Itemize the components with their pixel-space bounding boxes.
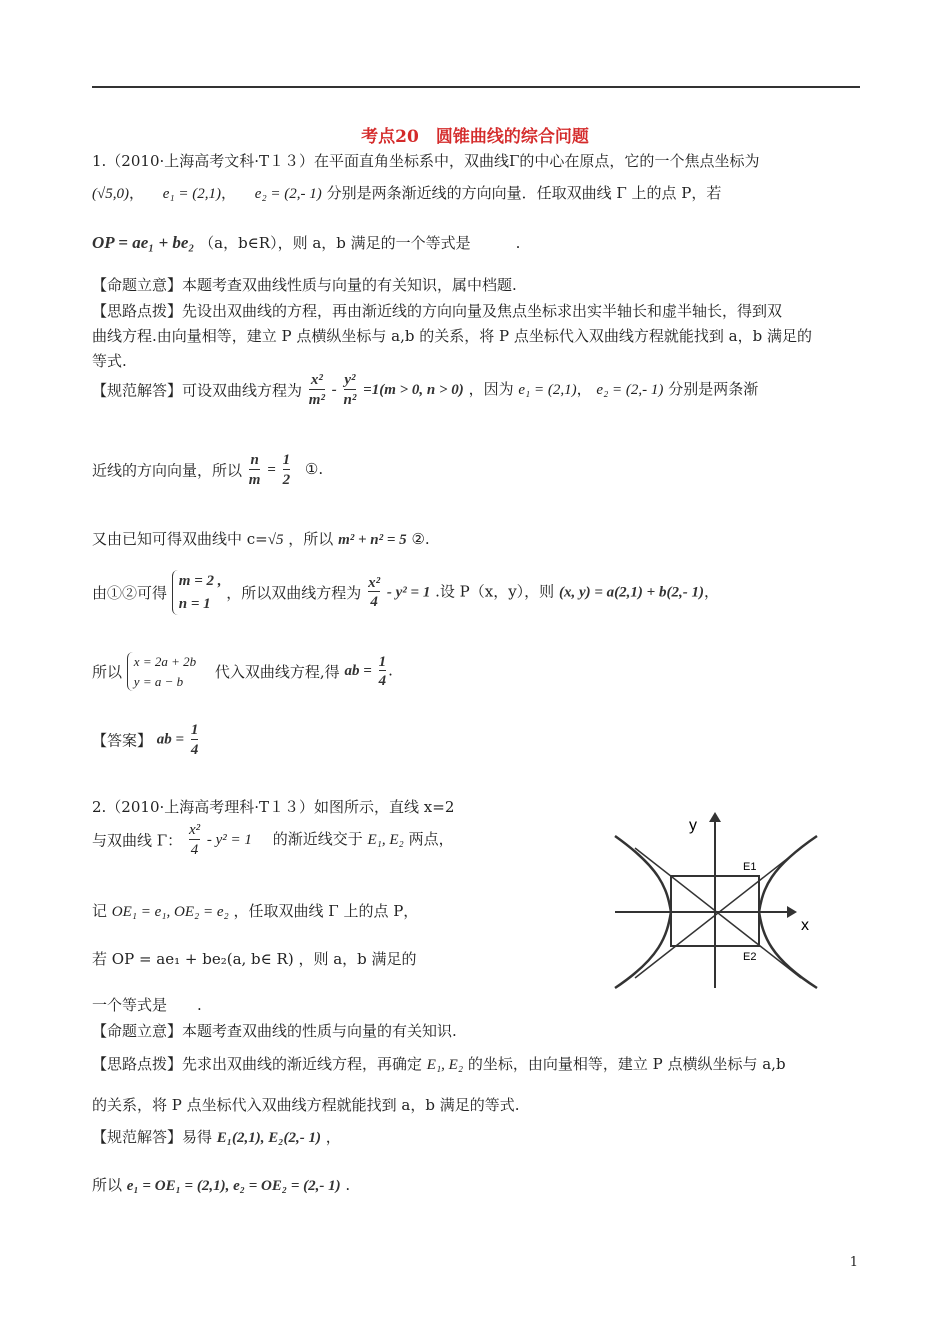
fraction-1-2: $\frac{1}{2}$ [282,452,291,488]
page-number: 1 [849,1255,858,1270]
q1-you: 又由已知可得双曲线中 c=√5 ，所以 m² + n² = 5 ②. [92,530,430,548]
q2-line4: 若 OP = ae₁ + be₂(a, b∈ R) ，则 a，b 满足的 [92,950,417,968]
x-axis-arrow [787,906,797,918]
q1-jieda: 【规范解答】可设双曲线方程为 $\frac{\text{x²}}{\text{m²}}$ - $\frac{\text{y²}}{\text{n²}}$ =1(m > 0, n > 0) ，因为 e₁ = (2,1)， e₂ = (2,- 1) 分别是两条渐 [92,372,759,408]
hyperbola-figure [605,808,827,998]
q2-silu-1: 【思路点拨】先求出双曲线的渐近线方程，再确定 E₁, E₂ 的坐标，由向量相等，建立 P 点横纵坐标与 a,b [92,1055,786,1073]
q2-mingti: 【命题立意】本题考查双曲线的性质与向量的有关知识. [92,1022,457,1040]
fraction-x2-m2: $\frac{\text{x²}}{\text{m²}}$ [308,372,325,408]
q1-line3: OP = ae₁ + be₂ （a，b∈R），则 a，b 满足的一个等式是 . [92,233,521,252]
header-rule [92,86,860,88]
q1-jinxian: 近线的方向向量，所以 $\frac{n}{m}$ = $\frac{1}{2}$ ①. [92,452,324,488]
y-label: y [689,817,697,834]
system-x-y: x = 2a + 2b y = a − b [127,652,196,691]
q1-silu-2: 曲线方程.由向量相等，建立 P 点横纵坐标与 a,b 的关系，将 P 点坐标代入双曲线方程就能找到 a，b 满足的 [92,327,812,345]
fraction-y2-n2: $\frac{\text{y²}}{\text{n²}}$ [343,372,357,408]
q1-silu-1: 【思路点拨】先设出双曲线的方程，再由渐近线的方向向量及焦点坐标求出实半轴长和虚半轴长，得到双 [92,302,783,320]
system-m-n: m = 2 , n = 1 [172,570,222,615]
q1-suoyi: 所以 x = 2a + 2b y = a − b 代入双曲线方程,得 ab = $\frac{1}{4}$ . [92,653,393,689]
q2-suoyi: 所以 e₁ = OE₁ = (2,1), e₂ = OE₂ = (2,- 1) . [92,1176,351,1194]
q1-line2: (√5,0)， e₁ = (2,1)， e₂ = (2,- 1) 分别是两条渐近线的方向向量．任取双曲线 Γ 上的点 P，若 [92,184,722,202]
e2-label: E2 [743,951,757,963]
q2-line3: 记 OE₁ = e₁, OE₂ = e₂ ，任取双曲线 Γ 上的点 P， [92,902,419,920]
page-title: 考点20 圆锥曲线的综合问题 [361,127,589,147]
y-axis-arrow [709,812,721,822]
q1-silu-3: 等式. [92,352,127,370]
q2-line5: 一个等式是 . [92,996,202,1014]
q1-line1: 1.（2010·上海高考文科·T１３）在平面直角坐标系中，双曲线Γ的中心在原点，它的一个焦点坐标为 [92,152,760,170]
q1-solve: 由①②可得 m = 2 , n = 1 ，所以双曲线方程为 $\frac{\text{x²}}{4}$ - y² = 1 .设 P（x，y），则 (x, y) = a(2,1) + b(2,- 1)， [92,570,719,615]
x-label: x [801,917,809,934]
q1-answer: 【答案】 ab = $\frac{1}{4}$ [92,722,199,758]
q2-jieda: 【规范解答】易得 E₁(2,1), E₂(2,- 1) ， [92,1128,341,1146]
fraction-n-m: $\frac{n}{m}$ [248,452,261,488]
fraction-x2-4-q2: $\frac{\text{x²}}{4}$ [188,822,201,858]
answer-fraction-1-4: $\frac{1}{4}$ [190,722,199,758]
fraction-x2-4: $\frac{\text{x²}}{4}$ [368,574,381,610]
q2-line2: 与双曲线 Γ： $\frac{\text{x²}}{4}$ - y² = 1 的渐近线交于 E₁, E₂ 两点， [92,822,454,858]
q2-silu-2: 的关系，将 P 点坐标代入双曲线方程就能找到 a，b 满足的等式. [92,1096,520,1114]
q2-line1: 2.（2010·上海高考理科·T１３）如图所示，直线 x=2 [92,798,455,816]
q1-mingti: 【命题立意】本题考查双曲线性质与向量的有关知识，属中档题. [92,276,517,294]
e1-label: E1 [743,861,757,873]
fraction-1-4: $\frac{1}{4}$ [378,653,387,689]
